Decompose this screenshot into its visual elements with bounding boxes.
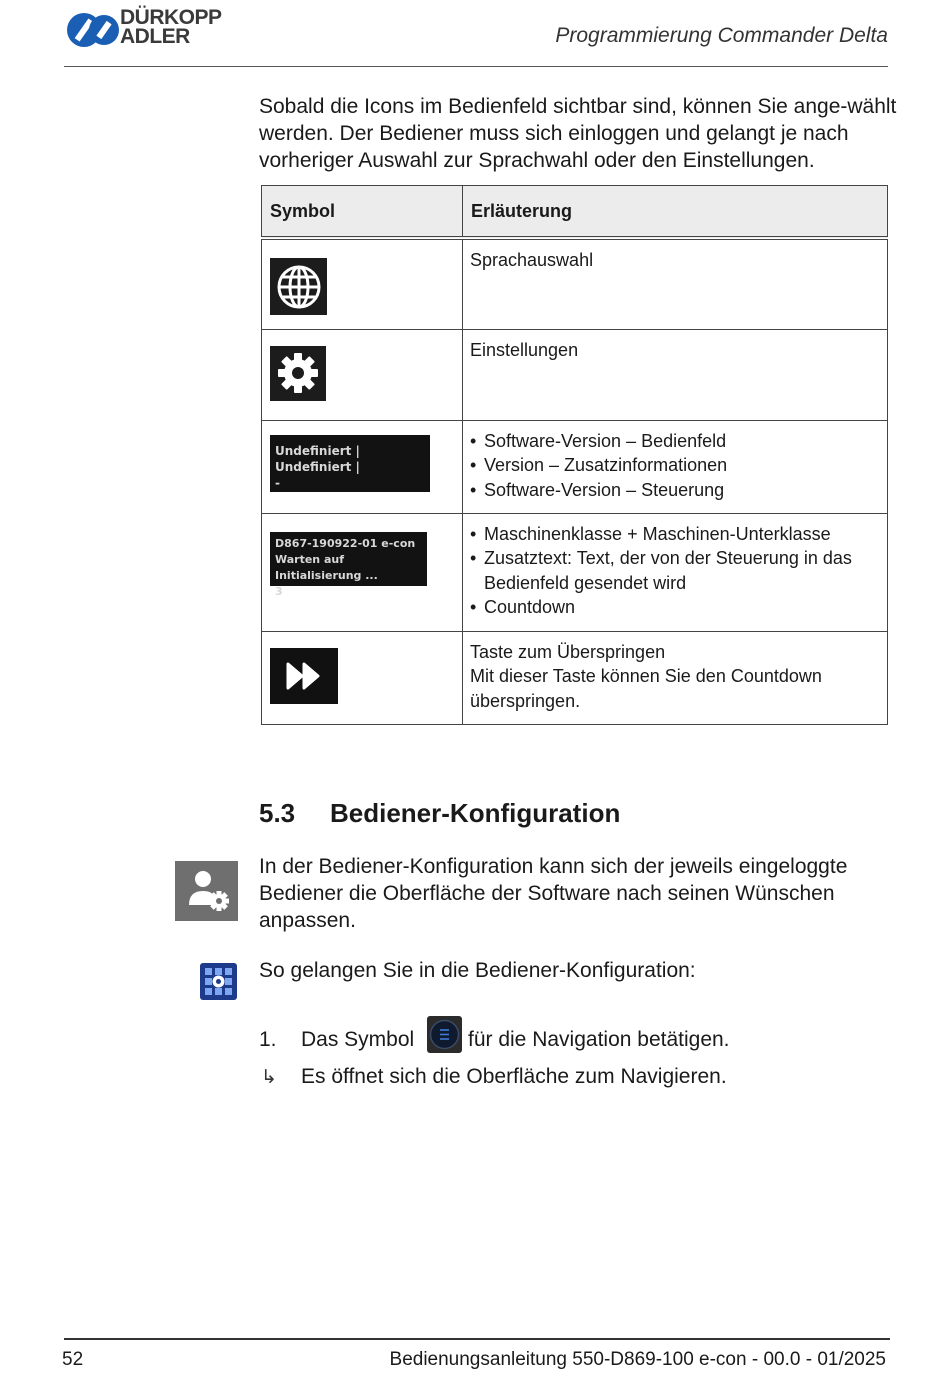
result-text: Es öffnet sich die Oberfläche zum Navigieren. bbox=[301, 1065, 727, 1088]
brand-name bbox=[120, 8, 222, 46]
step-number: 1. bbox=[259, 1028, 277, 1051]
symbol-cell bbox=[262, 420, 463, 513]
globe-icon bbox=[270, 258, 327, 315]
list-item: • Version – Zusatzinformationen bbox=[470, 453, 880, 478]
list-item: • Zusatztext: Text, der von der Steuerung in das Bedienfeld gesendet wird bbox=[470, 546, 880, 595]
navigation-menu-icon bbox=[427, 1016, 462, 1053]
fast-forward-icon bbox=[270, 648, 338, 704]
table-header-explanation: Erläuterung bbox=[463, 186, 888, 239]
header-divider bbox=[64, 66, 888, 67]
list-item: • Software-Version – Bedienfeld bbox=[470, 429, 880, 454]
symbol-cell bbox=[262, 238, 463, 329]
section-title: Bediener-Konfiguration bbox=[330, 798, 621, 828]
section-paragraph: In der Bediener-Konfiguration kann sich der jeweils eingeloggte Bediener die Oberfläche der Software nach seinen Wünschen anpassen. bbox=[259, 855, 848, 932]
screen-line: Warten auf Initialisierung ... bbox=[275, 552, 378, 582]
header-title: Programmierung Commander Delta bbox=[555, 24, 888, 47]
intro-paragraph: Sobald die Icons im Bedienfeld sichtbar sind, können Sie ange-wählt werden. Der Bediener muss sich einloggen und gelangt je nach vorheriger Auswahl zur Sprachwahl oder den Einstellungen. bbox=[259, 95, 897, 172]
footer-divider bbox=[64, 1338, 890, 1340]
status-screen-preview bbox=[270, 435, 430, 492]
explanation-cell bbox=[463, 513, 888, 631]
section-number: 5.3 bbox=[259, 798, 296, 828]
screen-line: 3 bbox=[275, 584, 283, 598]
table-header-row bbox=[262, 186, 888, 239]
brand-line-1: DÜRKOPP bbox=[120, 6, 222, 29]
symbol-cell bbox=[262, 513, 463, 631]
list-item: • Maschinenklasse + Maschinen-Unterklasse bbox=[470, 522, 880, 547]
init-screen-preview bbox=[270, 532, 427, 598]
explanation-cell: Sprachauswahl bbox=[463, 238, 888, 329]
gear-icon bbox=[270, 346, 326, 401]
symbol-cell bbox=[262, 631, 463, 724]
bullet-list bbox=[470, 522, 880, 620]
explanation-cell bbox=[463, 631, 888, 724]
table-row bbox=[262, 238, 888, 329]
screen-line: - bbox=[275, 475, 280, 490]
explanation-line: Taste zum Überspringen bbox=[470, 641, 666, 662]
page-number: 52 bbox=[62, 1349, 84, 1370]
table-row bbox=[262, 329, 888, 420]
step-text: für die Navigation betätigen. bbox=[468, 1028, 730, 1051]
table-row bbox=[262, 631, 888, 724]
symbol-cell bbox=[262, 329, 463, 420]
section-paragraph: So gelangen Sie in die Bediener-Konfiguration: bbox=[259, 959, 696, 982]
table-row bbox=[262, 420, 888, 513]
bullet-list bbox=[470, 429, 880, 503]
screen-line: Undefiniert | Undefiniert | bbox=[275, 443, 360, 474]
explanation-cell bbox=[463, 420, 888, 513]
user-settings-icon bbox=[175, 861, 238, 921]
table-header-symbol: Symbol bbox=[262, 186, 463, 239]
explanation-line: Mit dieser Taste können Sie den Countdown überspringen. bbox=[470, 666, 822, 711]
result-arrow-icon: ↳ bbox=[261, 1067, 277, 1088]
explanation-cell: Einstellungen bbox=[463, 329, 888, 420]
list-item: • Software-Version – Steuerung bbox=[470, 478, 880, 503]
screen-line: D867-190922-01 e-con bbox=[275, 536, 416, 550]
footer-text: Bedienungsanleitung 550-D869-100 e-con - 00.0 - 01/2025 bbox=[389, 1349, 886, 1370]
table-row bbox=[262, 513, 888, 631]
step-text: Das Symbol bbox=[301, 1028, 415, 1051]
list-item: • Countdown bbox=[470, 595, 880, 620]
brand-line-2: ADLER bbox=[120, 25, 190, 48]
configuration-icon bbox=[200, 963, 237, 1000]
symbol-table bbox=[261, 185, 888, 725]
